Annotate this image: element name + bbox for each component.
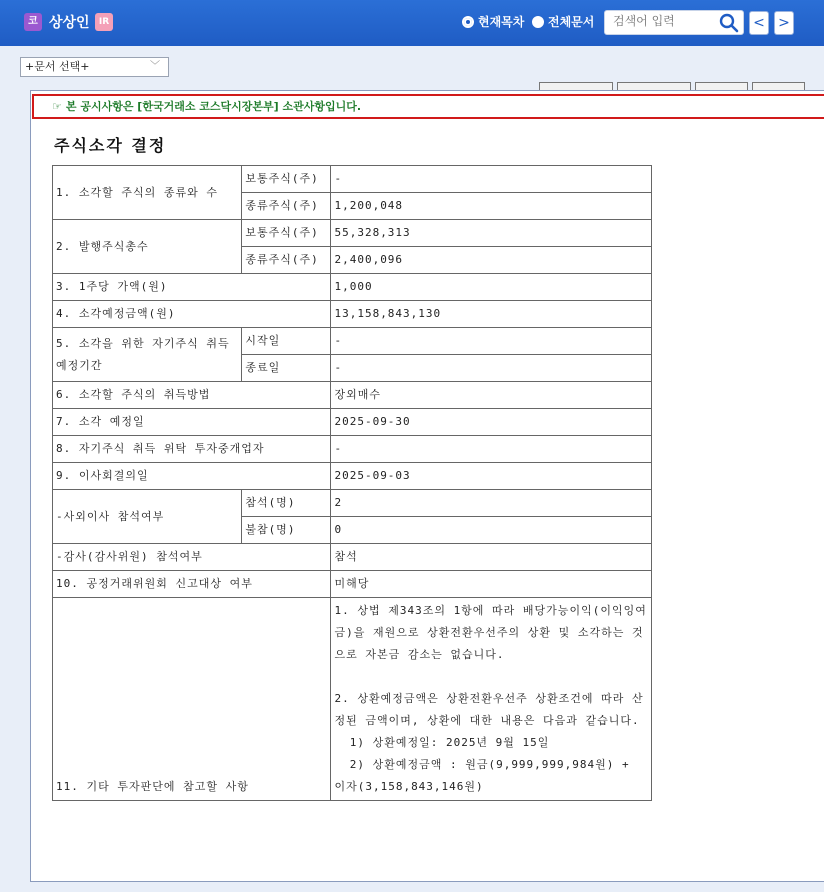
row-sublabel: 종료일 <box>242 355 331 382</box>
table-row <box>53 598 652 801</box>
chevron-down-icon: ﹀ <box>150 61 160 72</box>
notice-text: 본 공시사항은 [한국거래소 코스닥시장본부] 소관사항입니다. <box>65 100 362 113</box>
row-value: 55,328,313 <box>331 220 652 247</box>
radio-all-docs[interactable] <box>532 13 594 30</box>
row-value: 참석 <box>331 544 652 571</box>
table-row <box>53 220 652 247</box>
row-sublabel: 시작일 <box>242 328 331 355</box>
row-label: 10. 공정거래위원회 신고대상 여부 <box>53 571 331 598</box>
row-sublabel: 보통주식(주) <box>242 220 331 247</box>
market-badge: 코 <box>24 13 42 31</box>
row-sublabel: 종류주식(주) <box>242 247 331 274</box>
row-label: 2. 발행주식총수 <box>53 220 242 274</box>
row-value: - <box>331 436 652 463</box>
row-value: 13,158,843,130 <box>331 301 652 328</box>
company-name[interactable]: 상상인 <box>49 15 90 31</box>
row-label: 8. 자기주식 취득 위탁 투자중개업자 <box>53 436 331 463</box>
radio-unselected-icon[interactable] <box>532 16 544 28</box>
table-row <box>53 544 652 571</box>
row-label: -감사(감사위원) 참석여부 <box>53 544 331 571</box>
row-label: -사외이사 참석여부 <box>53 490 242 544</box>
radio-all-label: 전체문서 <box>548 15 595 29</box>
row-value: - <box>331 166 652 193</box>
jurisdiction-notice <box>32 94 824 119</box>
row-value: - <box>331 328 652 355</box>
radio-current-label: 현재목차 <box>478 15 525 29</box>
top-bar <box>0 0 824 46</box>
row-value: 장외매수 <box>331 382 652 409</box>
row-value: 2025-09-03 <box>331 463 652 490</box>
radio-selected-icon[interactable] <box>462 16 474 28</box>
table-row <box>53 463 652 490</box>
row-value: 0 <box>331 517 652 544</box>
radio-current-toc[interactable] <box>462 13 524 30</box>
row-value: 2 <box>331 490 652 517</box>
table-row <box>53 490 652 517</box>
row-sublabel: 참석(명) <box>242 490 331 517</box>
document-select[interactable] <box>20 57 169 77</box>
table-row <box>53 436 652 463</box>
search-box <box>604 10 744 35</box>
table-row <box>53 382 652 409</box>
next-button[interactable]: > <box>774 11 794 35</box>
document-viewer <box>30 90 824 882</box>
row-value: 2,400,096 <box>331 247 652 274</box>
search-input[interactable] <box>613 14 713 28</box>
table-row <box>53 166 652 193</box>
row-sublabel: 종류주식(주) <box>242 193 331 220</box>
document-title: 주식소각 결정 <box>54 136 167 155</box>
row-value: 1,200,048 <box>331 193 652 220</box>
table-row <box>53 301 652 328</box>
row-sublabel: 보통주식(주) <box>242 166 331 193</box>
table-row <box>53 409 652 436</box>
row-label: 5. 소각을 위한 자기주식 취득 예정기간 <box>53 328 242 382</box>
search-icon[interactable] <box>719 13 739 37</box>
ir-badge[interactable]: IR <box>95 13 113 31</box>
row-value: 1. 상법 제343조의 1항에 따라 배당가능이익(이익잉여금)을 재원으로 상환전환우선주의 상환 및 소각하는 것으로 자본금 감소는 없습니다. 2. 상환예정금액은 상환전환우선주 상환조건에 따라 산정된 금액이며, 상환에 대한 내용은 다음과 같습니다. 1) 상환예정일: 2025년 9월 15일 2) 상환예정금액 : 원금(9,999,999,984원) + 이자(3,158,843,146원) <box>331 598 652 801</box>
row-label: 6. 소각할 주식의 취득방법 <box>53 382 331 409</box>
row-value: 미해당 <box>331 571 652 598</box>
disclosure-table <box>52 165 652 801</box>
row-label: 1. 소각할 주식의 종류와 수 <box>53 166 242 220</box>
row-label: 3. 1주당 가액(원) <box>53 274 331 301</box>
table-row <box>53 274 652 301</box>
row-value: 2025-09-30 <box>331 409 652 436</box>
table-row <box>53 328 652 355</box>
row-label: 7. 소각 예정일 <box>53 409 331 436</box>
row-value: - <box>331 355 652 382</box>
row-label: 9. 이사회결의일 <box>53 463 331 490</box>
document-select-value: +문서 선택+ <box>25 60 90 73</box>
table-row <box>53 571 652 598</box>
row-sublabel: 불참(명) <box>242 517 331 544</box>
row-label: 11. 기타 투자판단에 참고할 사항 <box>53 598 331 801</box>
row-value: 1,000 <box>331 274 652 301</box>
pointing-hand-icon: ☞ <box>52 100 62 113</box>
prev-button[interactable]: < <box>749 11 769 35</box>
row-label: 4. 소각예정금액(원) <box>53 301 331 328</box>
